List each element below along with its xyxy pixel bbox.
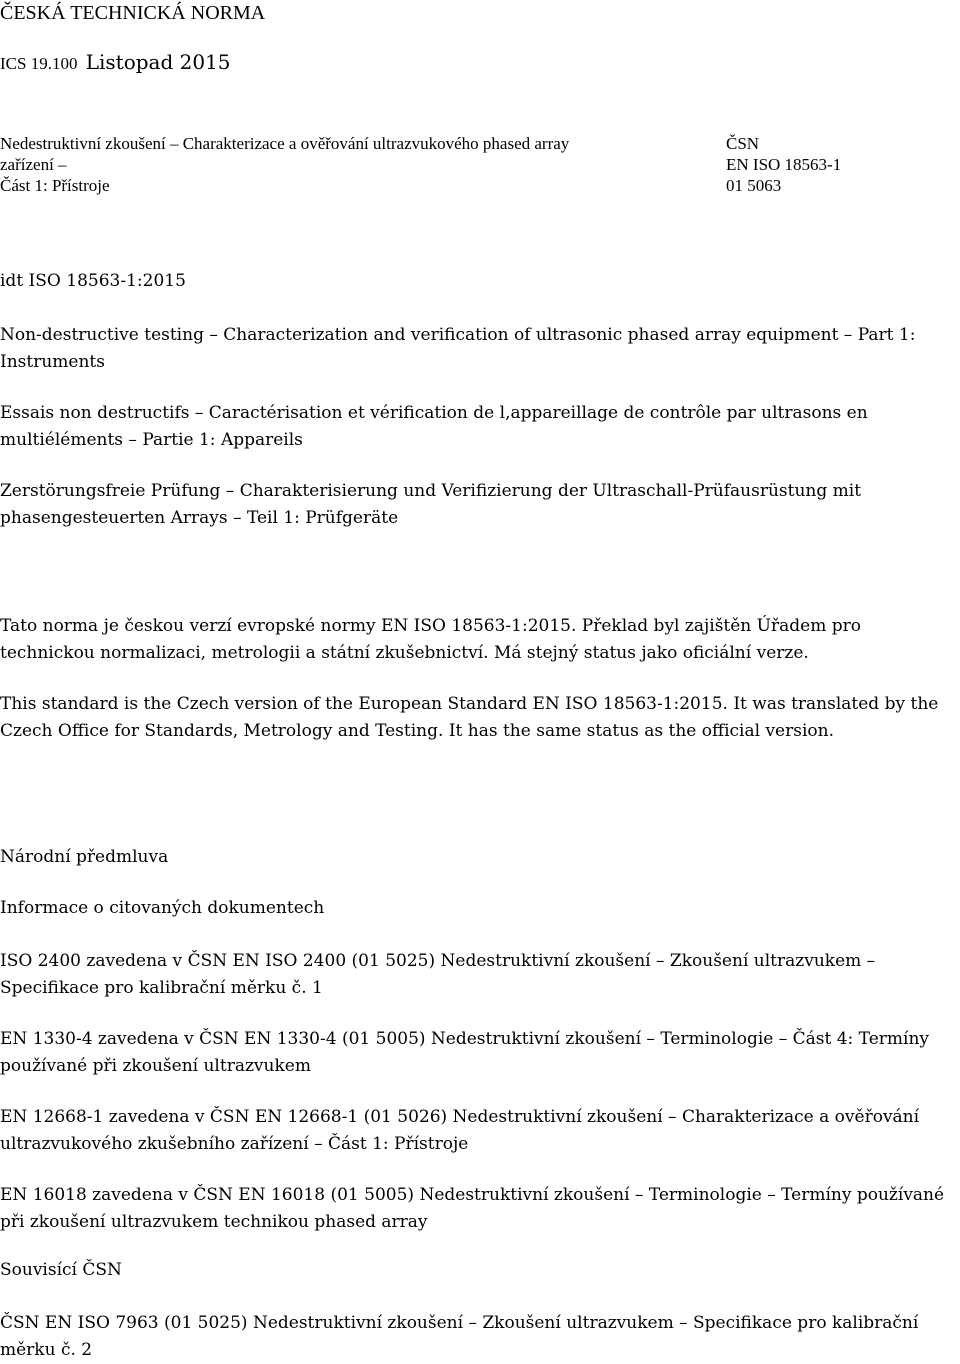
publication-date: Listopad 2015 [85,50,231,74]
czech-title-line: Nedestruktivní zkoušení – Charakterizace a ověřování ultrazvukového phased array [0,134,570,153]
related-standard-item: ČSN EN ISO 7963 (01 5025) Nedestruktivní zkoušení – Zkoušení ultrazvukem – Specifikace pro kalibrační měrku č. 2 [0,1313,919,1360]
related-standards-heading: Souvisící ČSN [0,1260,122,1280]
czech-title-line: Část 1: Přístroje [0,176,110,195]
classification-code: 01 5063 [726,176,782,195]
german-title: Zerstörungsfreie Prüfung – Charakterisierung und Verifizierung der Ultraschall-Prüfausrüstung mit phasengesteuerten Arrays – Teil 1: Prüfgeräte [0,481,862,528]
english-title: Non-destructive testing – Characterization and verification of ultrasonic phased array equipment – Part 1: Instruments [0,325,916,372]
czech-title [0,133,569,196]
czech-title-line: zařízení – [0,155,67,174]
csn-label: ČSN [726,134,760,153]
reference-item: EN 16018 zavedena v ČSN EN 16018 (01 5005) Nedestruktivní zkoušení – Terminologie – Termíny používané při zkoušení ultrazvukem technikou phased array [0,1185,945,1232]
reference-item: EN 1330-4 zavedena v ČSN EN 1330-4 (01 5005) Nedestruktivní zkoušení – Terminologie – Část 4: Termíny používané při zkoušení ultrazvukem [0,1029,929,1076]
ics-line [0,50,231,74]
english-version-note: This standard is the Czech version of the European Standard EN ISO 18563-1:2015. It was translated by the Czech Office for Standards, Metrology and Testing. It has the same status as the official version. [0,694,939,741]
french-title: Essais non destructifs – Caractérisation et vérification de l‚appareillage de contrôle par ultrasons en multiéléments – Partie 1: Appareils [0,403,868,450]
norm-type-heading: ČESKÁ TECHNICKÁ NORMA [0,2,266,24]
csn-designation [726,133,841,196]
identical-standard: idt ISO 18563-1:2015 [0,271,186,291]
national-foreword-heading: Národní předmluva [0,847,169,867]
reference-item: EN 12668-1 zavedena v ČSN EN 12668-1 (01 5026) Nedestruktivní zkoušení – Charakterizace a ověřování ultrazvukového zkušebního zařízení – Část 1: Přístroje [0,1107,920,1154]
reference-item: ISO 2400 zavedena v ČSN EN ISO 2400 (01 5025) Nedestruktivní zkoušení – Zkoušení ultrazvukem – Specifikace pro kalibrační měrku č. 1 [0,951,876,998]
cited-documents-heading: Informace o citovaných dokumentech [0,898,325,918]
ics-code: ICS 19.100 [0,54,78,73]
czech-version-note: Tato norma je českou verzí evropské normy EN ISO 18563-1:2015. Překlad byl zajištěn Úřadem pro technickou normalizaci, metrologii a státní zkušebnictví. Má stejný status jako oficiální verze. [0,616,861,663]
standard-number: EN ISO 18563-1 [726,155,842,174]
